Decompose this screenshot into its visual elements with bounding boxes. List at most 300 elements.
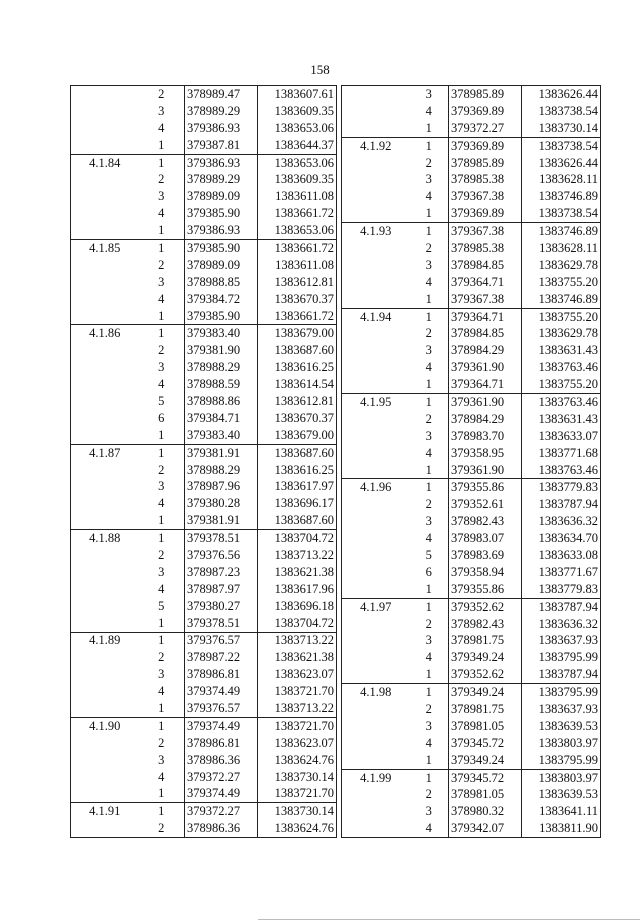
point-number: 4: [425, 445, 432, 460]
section-number: [342, 359, 410, 376]
x-coordinate: 379374.49: [185, 717, 258, 734]
point-number: 4: [425, 103, 432, 118]
x-coordinate: 379383.40: [185, 325, 258, 342]
y-coordinate: 1383633.08: [522, 547, 601, 564]
table-row: [342, 394, 601, 411]
x-coordinate: 378987.96: [185, 478, 258, 495]
table-row: [342, 103, 601, 120]
point-number: 1: [158, 137, 165, 152]
table-row: [342, 86, 601, 103]
table-row: [71, 666, 337, 683]
x-coordinate: 379352.62: [449, 598, 522, 615]
x-coordinate: 378988.59: [185, 376, 258, 393]
section-number: [71, 205, 139, 222]
section-number: [342, 547, 410, 564]
section-number: [71, 427, 139, 444]
table-row: [342, 718, 601, 735]
y-coordinate: 1383771.67: [522, 564, 601, 581]
x-coordinate: 379355.86: [449, 479, 522, 496]
x-coordinate: 379372.27: [185, 803, 258, 820]
section-number: 4.1.90: [71, 717, 139, 734]
y-coordinate: 1383687.60: [258, 512, 337, 529]
x-coordinate: 378981.05: [449, 787, 522, 804]
point-number: 1: [425, 752, 432, 767]
point-number: 1: [158, 427, 165, 442]
x-coordinate: 379372.27: [185, 769, 258, 786]
point-number: 2: [425, 787, 432, 802]
section-number: [342, 411, 410, 428]
x-coordinate: 379376.56: [185, 547, 258, 564]
y-coordinate: 1383612.81: [258, 274, 337, 291]
table-row: [342, 257, 601, 274]
section-number: [71, 462, 139, 479]
x-coordinate: 379369.89: [449, 137, 522, 154]
y-coordinate: 1383670.37: [258, 291, 337, 308]
x-coordinate: 379352.61: [449, 496, 522, 513]
table-row: [71, 154, 337, 171]
section-number: [342, 205, 410, 222]
table-row: [342, 547, 601, 564]
x-coordinate: 379384.71: [185, 410, 258, 427]
y-coordinate: 1383624.76: [258, 820, 337, 837]
y-coordinate: 1383730.14: [258, 769, 337, 786]
y-coordinate: 1383639.53: [522, 718, 601, 735]
y-coordinate: 1383763.46: [522, 462, 601, 479]
section-number: [342, 616, 410, 633]
section-number: [342, 581, 410, 598]
section-number: [342, 496, 410, 513]
table-row: [342, 649, 601, 666]
x-coordinate: 379374.49: [185, 683, 258, 700]
table-row: [71, 291, 337, 308]
point-number: 5: [158, 393, 165, 408]
section-number: 4.1.97: [342, 598, 410, 615]
point-number: 2: [158, 257, 165, 272]
x-coordinate: 378987.22: [185, 649, 258, 666]
x-coordinate: 378981.75: [449, 701, 522, 718]
table-row: [342, 291, 601, 308]
point-number: 1: [425, 667, 432, 682]
point-number: 1: [425, 377, 432, 392]
point-number: 3: [158, 103, 165, 118]
point-number: 5: [158, 598, 165, 613]
y-coordinate: 1383713.22: [258, 632, 337, 649]
section-number: [342, 820, 410, 837]
point-number: 4: [410, 820, 449, 837]
table-row: [342, 342, 601, 359]
point-number: 1: [158, 223, 165, 238]
table-row: [71, 444, 337, 461]
x-coordinate: 378985.89: [449, 86, 522, 103]
point-number: 1: [158, 786, 165, 801]
x-coordinate: 379381.90: [185, 342, 258, 359]
point-number: 4: [158, 291, 165, 306]
x-coordinate: 379349.24: [449, 684, 522, 701]
point-number: 3: [158, 479, 165, 494]
x-coordinate: 378988.86: [185, 393, 258, 410]
point-number: 1: [425, 291, 432, 306]
table-row: [342, 684, 601, 701]
table-row: [71, 512, 337, 529]
x-coordinate: 378987.97: [185, 581, 258, 598]
table-row: [71, 188, 337, 205]
point-number: 4: [158, 684, 165, 699]
section-number: [71, 410, 139, 427]
y-coordinate: 1383637.93: [522, 701, 601, 718]
section-number: [342, 735, 410, 752]
section-number: [342, 752, 410, 769]
table-row: [71, 564, 337, 581]
table-row: [71, 735, 337, 752]
section-number: [342, 462, 410, 479]
y-coordinate: 1383713.22: [258, 547, 337, 564]
point-number: 5: [425, 547, 432, 562]
x-coordinate: 378981.05: [449, 718, 522, 735]
table-row: [71, 495, 337, 512]
y-coordinate: 1383616.25: [258, 359, 337, 376]
x-coordinate: 379349.24: [449, 752, 522, 769]
x-coordinate: 379352.62: [449, 666, 522, 683]
x-coordinate: 379380.27: [185, 598, 258, 615]
x-coordinate: 379367.38: [449, 223, 522, 240]
x-coordinate: 379386.93: [185, 154, 258, 171]
section-number: 4.1.84: [71, 154, 139, 171]
table-row: [71, 427, 337, 444]
point-number: 4: [425, 274, 432, 289]
table-row: [342, 308, 601, 325]
section-number: [342, 530, 410, 547]
y-coordinate: 1383626.44: [522, 155, 601, 172]
table-row: [71, 717, 337, 734]
x-coordinate: 378986.81: [185, 666, 258, 683]
section-number: [71, 564, 139, 581]
table-row: [71, 325, 337, 342]
x-coordinate: 378989.29: [185, 103, 258, 120]
section-number: [342, 240, 410, 257]
section-number: [342, 325, 410, 342]
point-number: 1: [139, 154, 185, 171]
y-coordinate: 1383755.20: [522, 376, 601, 393]
point-number: 1: [139, 444, 185, 461]
table-row: [342, 564, 601, 581]
x-coordinate: 379384.72: [185, 291, 258, 308]
y-coordinate: 1383795.99: [522, 752, 601, 769]
point-number: 3: [425, 257, 432, 272]
y-coordinate: 1383629.78: [522, 257, 601, 274]
section-number: [71, 137, 139, 154]
x-coordinate: 379372.27: [449, 120, 522, 137]
x-coordinate: 379374.49: [185, 786, 258, 803]
y-coordinate: 1383763.46: [522, 359, 601, 376]
x-coordinate: 379355.86: [449, 581, 522, 598]
point-number: 1: [139, 240, 185, 257]
y-coordinate: 1383644.37: [258, 137, 337, 154]
y-coordinate: 1383679.00: [258, 427, 337, 444]
section-number: 4.1.85: [71, 240, 139, 257]
page-number: 158: [310, 62, 330, 77]
table-row: [71, 649, 337, 666]
x-coordinate: 379361.90: [449, 359, 522, 376]
section-number: [342, 274, 410, 291]
point-number: 1: [410, 308, 449, 325]
point-number: 1: [158, 701, 165, 715]
y-coordinate: 1383795.99: [522, 684, 601, 701]
y-coordinate: 1383617.96: [258, 581, 337, 598]
y-coordinate: 1383609.35: [258, 171, 337, 188]
table-row: [342, 701, 601, 718]
y-coordinate: 1383653.06: [258, 154, 337, 171]
section-number: [342, 342, 410, 359]
section-number: [71, 598, 139, 615]
x-coordinate: 379376.57: [185, 700, 258, 717]
y-coordinate: 1383617.97: [258, 478, 337, 495]
x-coordinate: 378989.29: [185, 171, 258, 188]
y-coordinate: 1383628.11: [522, 171, 601, 188]
section-number: [71, 820, 139, 837]
x-coordinate: 378985.38: [449, 240, 522, 257]
section-number: [71, 478, 139, 495]
point-number: 1: [139, 530, 185, 547]
x-coordinate: 378981.75: [449, 633, 522, 650]
section-number: 4.1.87: [71, 444, 139, 461]
point-number: 3: [425, 718, 432, 733]
point-number: 1: [139, 325, 185, 342]
section-number: [71, 649, 139, 666]
table-row: [342, 205, 601, 222]
x-coordinate: 378983.70: [449, 428, 522, 445]
section-number: [342, 188, 410, 205]
y-coordinate: 1383636.32: [522, 513, 601, 530]
table-row: [71, 308, 337, 325]
table-row: [342, 752, 601, 769]
y-coordinate: 1383795.99: [522, 649, 601, 666]
table-row: [71, 205, 337, 222]
point-number: 4: [158, 120, 165, 135]
section-number: [71, 769, 139, 786]
section-number: [342, 803, 410, 820]
table-row: [71, 240, 337, 257]
table-row: [342, 803, 601, 820]
point-number: 2: [158, 343, 165, 358]
point-number: 1: [410, 684, 449, 701]
point-number: 2: [158, 650, 165, 665]
section-number: [342, 103, 410, 120]
point-number: 1: [410, 137, 449, 154]
table-row: [71, 530, 337, 547]
x-coordinate: 379385.90: [185, 205, 258, 222]
table-row: [71, 274, 337, 291]
point-number: 2: [425, 155, 432, 170]
table-row: [71, 478, 337, 495]
point-number: 4: [158, 377, 165, 392]
section-number: [71, 359, 139, 376]
y-coordinate: 1383634.70: [522, 530, 601, 547]
point-number: 1: [425, 120, 432, 135]
coordinate-table-left: [70, 85, 337, 838]
footer-rule: [258, 919, 640, 920]
y-coordinate: 1383811.90: [522, 820, 601, 837]
x-coordinate: 379364.71: [449, 376, 522, 393]
point-number: 3: [425, 343, 432, 358]
point-number: 2: [158, 172, 165, 187]
y-coordinate: 1383661.72: [258, 205, 337, 222]
table-row: [342, 530, 601, 547]
point-number: 4: [425, 189, 432, 204]
table-row: [342, 666, 601, 683]
table-row: [71, 376, 337, 393]
y-coordinate: 1383637.93: [522, 633, 601, 650]
table-row: [71, 410, 337, 427]
section-number: [342, 120, 410, 137]
section-number: [71, 188, 139, 205]
table-row: [342, 223, 601, 240]
y-coordinate: 1383614.54: [258, 376, 337, 393]
y-coordinate: 1383779.83: [522, 581, 601, 598]
section-number: [71, 615, 139, 632]
x-coordinate: 378984.85: [449, 325, 522, 342]
point-number: 2: [425, 326, 432, 341]
x-coordinate: 378980.32: [449, 803, 522, 820]
section-number: [71, 86, 139, 103]
point-number: 1: [425, 206, 432, 221]
y-coordinate: 1383609.35: [258, 103, 337, 120]
table-row: [71, 786, 337, 803]
section-number: [71, 257, 139, 274]
point-number: 2: [158, 735, 165, 750]
y-coordinate: 1383779.83: [522, 479, 601, 496]
y-coordinate: 1383670.37: [258, 410, 337, 427]
y-coordinate: 1383738.54: [522, 205, 601, 222]
section-number: [71, 376, 139, 393]
section-number: [342, 513, 410, 530]
point-number: 1: [158, 308, 165, 323]
x-coordinate: 379342.07: [449, 820, 522, 837]
point-number: 1: [425, 462, 432, 477]
x-coordinate: 379387.81: [185, 137, 258, 154]
section-number: [342, 376, 410, 393]
point-number: 1: [139, 717, 185, 734]
y-coordinate: 1383653.06: [258, 120, 337, 137]
section-number: [71, 495, 139, 512]
section-number: [71, 581, 139, 598]
table-row: [71, 86, 337, 103]
table-row: [342, 462, 601, 479]
x-coordinate: 379381.91: [185, 512, 258, 529]
point-number: 4: [425, 650, 432, 665]
point-number: 3: [158, 667, 165, 682]
section-number: [71, 274, 139, 291]
y-coordinate: 1383730.14: [522, 120, 601, 137]
y-coordinate: 1383679.00: [258, 325, 337, 342]
table-row: [71, 222, 337, 239]
x-coordinate: 379369.89: [449, 103, 522, 120]
point-number: 2: [158, 462, 165, 477]
x-coordinate: 378989.47: [185, 86, 258, 103]
section-number: [71, 291, 139, 308]
x-coordinate: 378985.89: [449, 155, 522, 172]
table-row: [342, 359, 601, 376]
section-number: [71, 547, 139, 564]
section-number: [71, 700, 139, 717]
x-coordinate: 379381.91: [185, 444, 258, 461]
point-number: 1: [139, 632, 185, 649]
y-coordinate: 1383787.94: [522, 598, 601, 615]
table-row: [71, 342, 337, 359]
x-coordinate: 378986.36: [185, 752, 258, 769]
y-coordinate: 1383624.76: [258, 752, 337, 769]
table-row: [342, 274, 601, 291]
table-row: [342, 479, 601, 496]
y-coordinate: 1383755.20: [522, 308, 601, 325]
table-row: [342, 581, 601, 598]
point-number: 2: [139, 820, 185, 837]
y-coordinate: 1383738.54: [522, 137, 601, 154]
table-row: [342, 428, 601, 445]
x-coordinate: 379345.72: [449, 735, 522, 752]
section-number: [342, 291, 410, 308]
point-number: 2: [425, 497, 432, 512]
point-number: 2: [425, 411, 432, 426]
table-row: [342, 820, 601, 837]
point-number: 3: [158, 189, 165, 204]
table-row: [71, 615, 337, 632]
section-number: [71, 393, 139, 410]
y-coordinate: 1383641.11: [522, 803, 601, 820]
y-coordinate: 1383612.81: [258, 393, 337, 410]
y-coordinate: 1383738.54: [522, 103, 601, 120]
table-row: [342, 598, 601, 615]
y-coordinate: 1383616.25: [258, 462, 337, 479]
y-coordinate: 1383628.11: [522, 240, 601, 257]
point-number: 2: [158, 547, 165, 562]
table-row: [342, 496, 601, 513]
table-row: [342, 787, 601, 804]
section-number: [71, 512, 139, 529]
y-coordinate: 1383631.43: [522, 342, 601, 359]
point-number: 1: [158, 615, 165, 630]
point-number: 1: [139, 803, 185, 820]
x-coordinate: 378984.85: [449, 257, 522, 274]
x-coordinate: 379369.89: [449, 205, 522, 222]
point-number: 1: [425, 581, 432, 596]
y-coordinate: 1383746.89: [522, 223, 601, 240]
section-number: [342, 428, 410, 445]
y-coordinate: 1383661.72: [258, 308, 337, 325]
y-coordinate: 1383771.68: [522, 445, 601, 462]
x-coordinate: 379386.93: [185, 222, 258, 239]
x-coordinate: 378984.29: [449, 342, 522, 359]
point-number: 6: [425, 564, 432, 579]
x-coordinate: 379386.93: [185, 120, 258, 137]
section-number: [342, 445, 410, 462]
table-row: [71, 632, 337, 649]
table-row: [71, 547, 337, 564]
point-number: 1: [410, 479, 449, 496]
table-row: [342, 411, 601, 428]
y-coordinate: 1383626.44: [522, 86, 601, 103]
section-number: 4.1.99: [342, 769, 410, 786]
x-coordinate: 379361.90: [449, 394, 522, 411]
table-row: [71, 598, 337, 615]
section-number: [71, 786, 139, 803]
point-number: 3: [158, 360, 165, 375]
point-number: 6: [158, 410, 165, 425]
y-coordinate: 1383746.89: [522, 291, 601, 308]
table-row: [71, 120, 337, 137]
table-row: [71, 137, 337, 154]
x-coordinate: 379383.40: [185, 427, 258, 444]
point-number: 2: [139, 86, 185, 103]
